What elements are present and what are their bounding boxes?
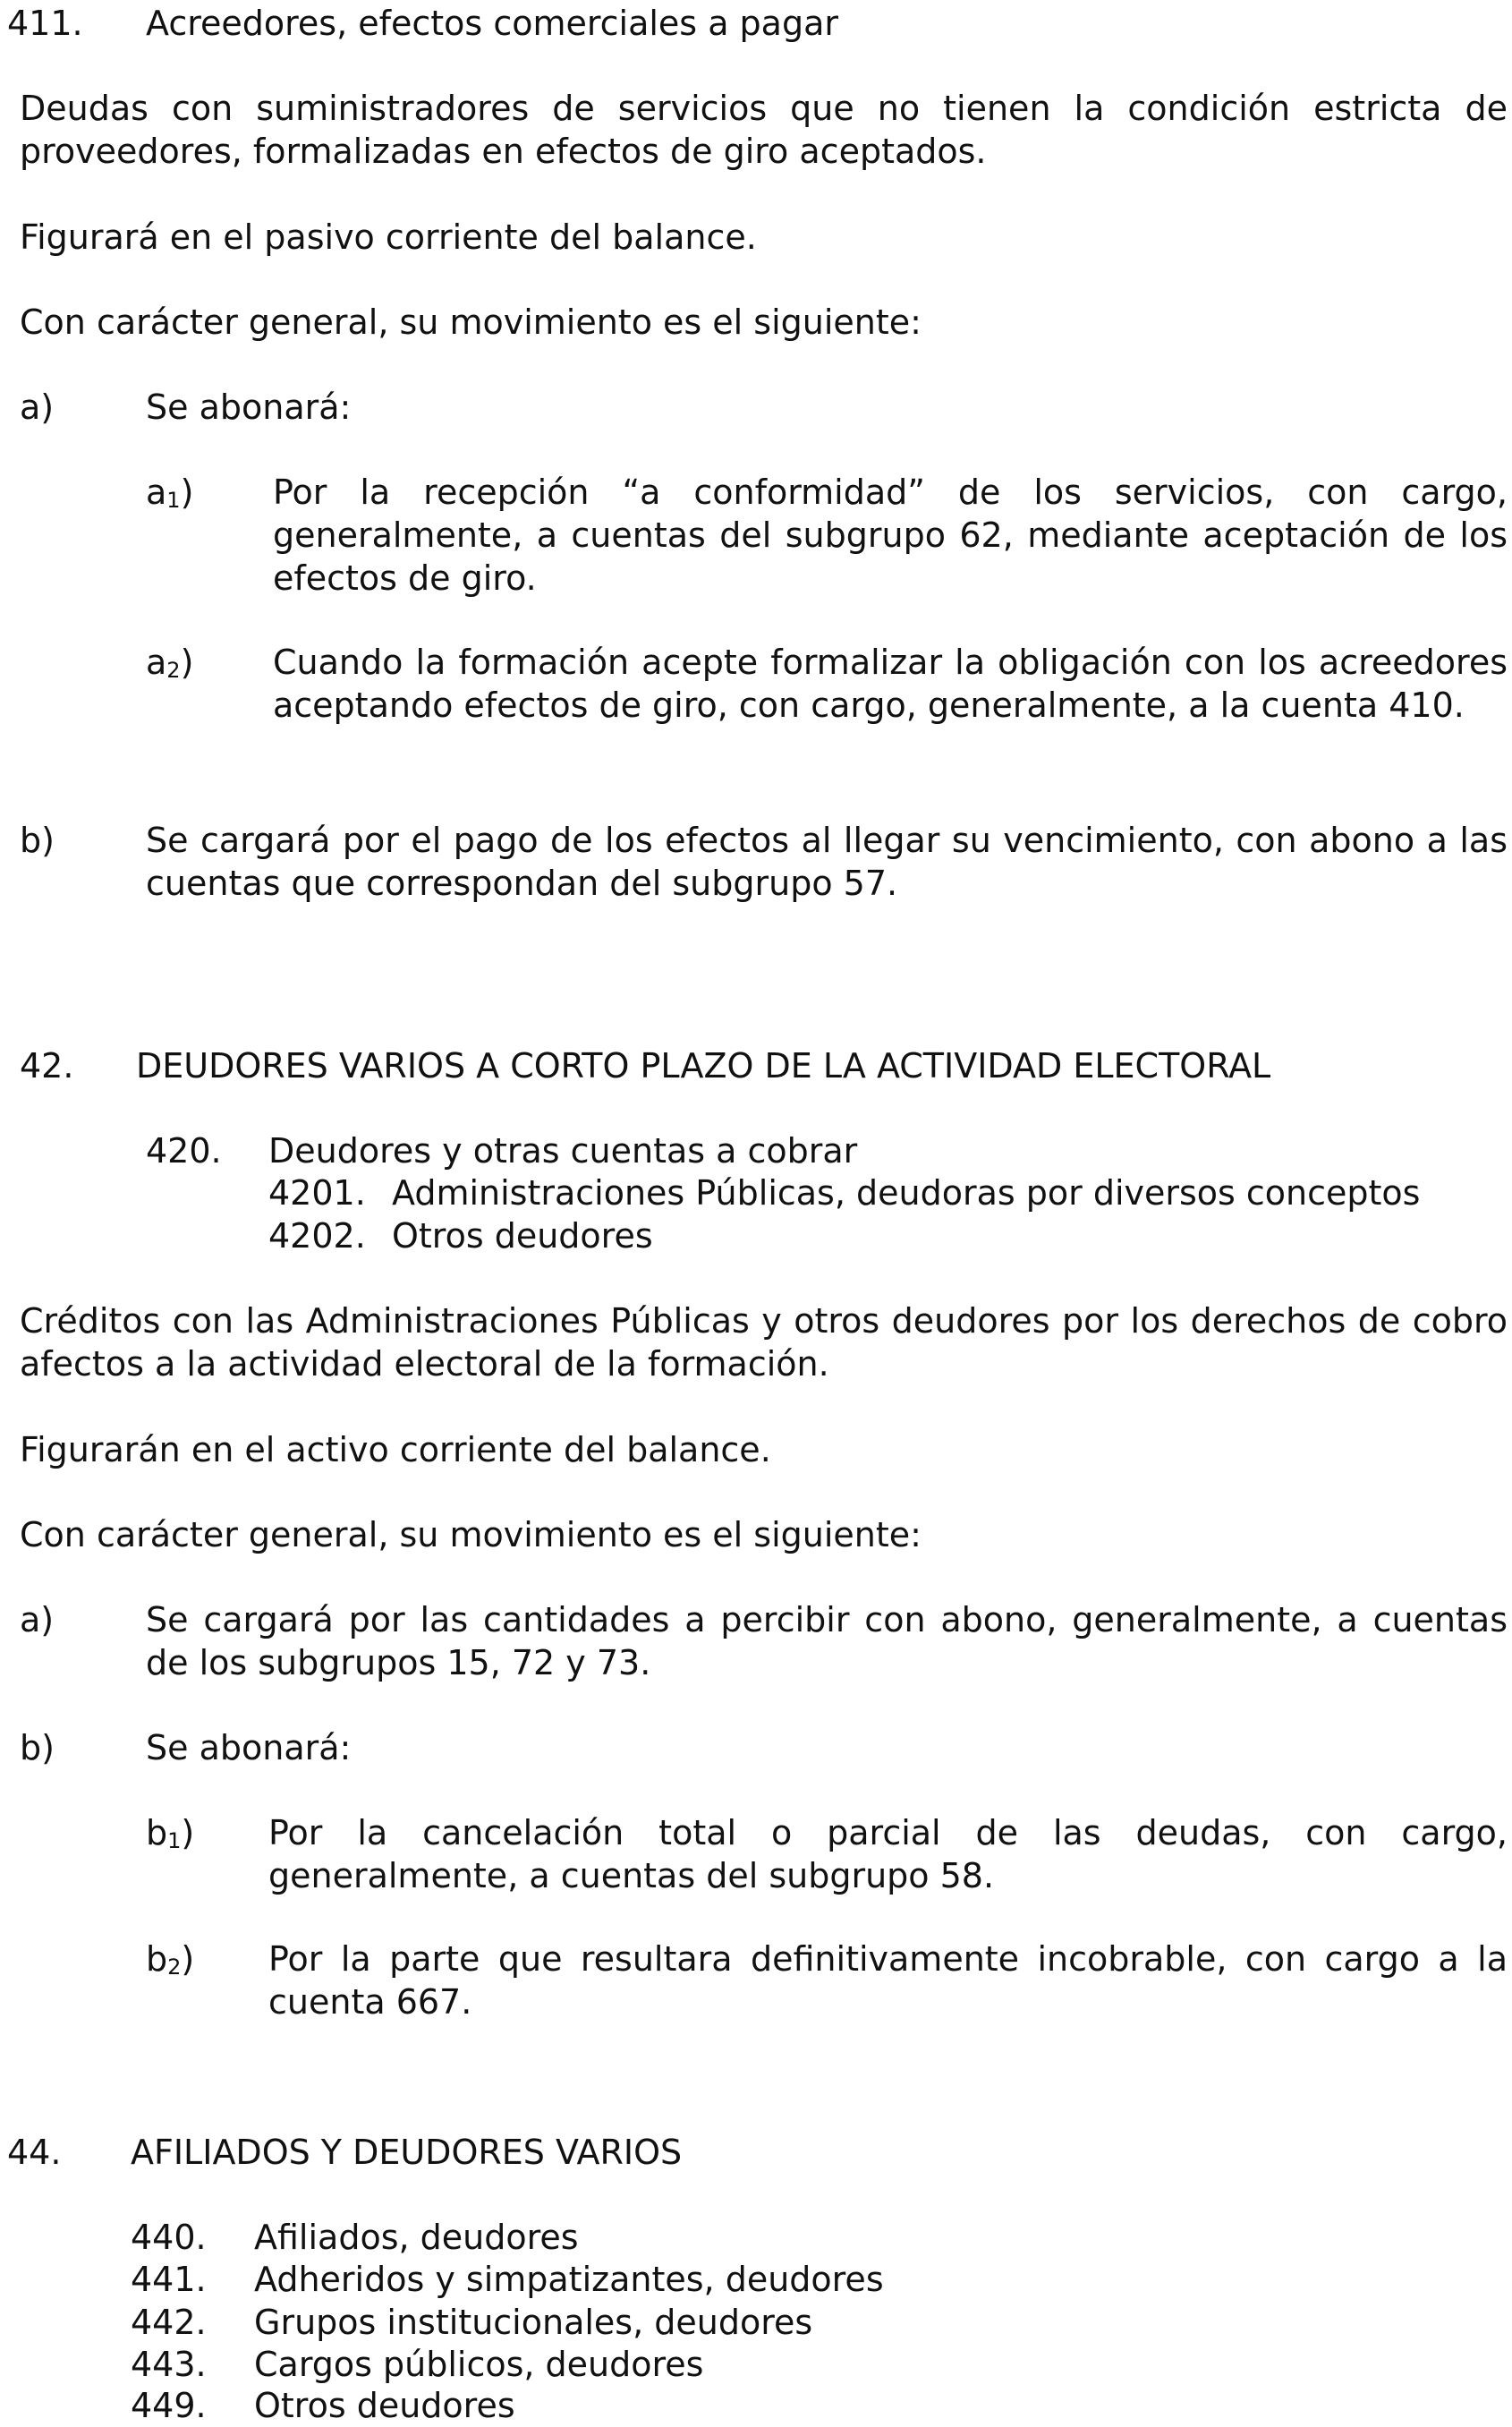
account-411-number: 411.	[7, 4, 83, 43]
subgroup-42-item-b2-line-1: Por la parte que resultara definitivamente incobrable, con cargo a la	[268, 1939, 1508, 1979]
account-4202-number: 4202.	[268, 1216, 366, 1256]
account-411-item-a1-line-2: generalmente, a cuentas del subgrupo 62, mediante aceptación de los	[273, 515, 1508, 555]
item-paren: )	[181, 1939, 195, 1979]
account-420-number: 420.	[146, 1131, 222, 1171]
account-411-item-b-line-1: Se cargará por el pago de los efectos al llegar su vencimiento, con abono a las	[146, 821, 1508, 860]
item-letter: b	[146, 1813, 168, 1852]
subgroup-42-title: DEUDORES VARIOS A CORTO PLAZO DE LA ACTIVIDAD ELECTORAL	[136, 1046, 1271, 1086]
account-411-item-a1-label	[146, 471, 193, 514]
account-411-title: Acreedores, efectos comerciales a pagar	[146, 4, 838, 43]
account-441-title: Adheridos y simpatizantes, deudores	[254, 2260, 884, 2299]
item-subscript: 2	[167, 1954, 182, 1980]
subgroup-42-item-b2-label	[146, 1937, 194, 1980]
subgroup-44-title: AFILIADOS Y DEUDORES VARIOS	[131, 2133, 683, 2172]
account-449-number: 449.	[131, 2386, 207, 2425]
account-443-number: 443.	[131, 2345, 207, 2384]
subgroup-42-balance-note: Figurarán en el activo corriente del balance.	[20, 1430, 771, 1469]
account-411-item-a1-line-3: efectos de giro.	[273, 558, 537, 598]
account-4201-title: Administraciones Públicas, deudoras por diversos conceptos	[392, 1173, 1421, 1213]
account-440-title: Afiliados, deudores	[254, 2218, 579, 2257]
account-443-title: Cargos públicos, deudores	[254, 2345, 704, 2384]
subgroup-42-item-b1-line-1: Por la cancelación total o parcial de las deudas, con cargo,	[268, 1813, 1508, 1852]
subgroup-42-item-b-label: b)	[20, 1728, 55, 1767]
account-441-number: 441.	[131, 2260, 207, 2299]
item-letter: a	[146, 473, 167, 512]
item-subscript: 1	[166, 488, 181, 513]
account-411-balance-note: Figurará en el pasivo corriente del balance.	[20, 217, 757, 257]
account-411-item-a1-line-1: Por la recepción “a conformidad” de los servicios, con cargo,	[273, 473, 1508, 512]
account-449-title: Otros deudores	[254, 2386, 515, 2425]
account-442-number: 442.	[131, 2303, 207, 2342]
item-letter: b	[146, 1939, 168, 1979]
subgroup-42-number: 42.	[20, 1046, 74, 1086]
item-subscript: 2	[166, 658, 181, 683]
account-4202-title: Otros deudores	[392, 1216, 653, 1256]
account-411-item-b-line-2: cuentas que correspondan del subgrupo 57.	[146, 864, 898, 903]
account-4201-number: 4201.	[268, 1173, 366, 1213]
account-411-item-a-label: a)	[20, 387, 55, 427]
subgroup-42-description-line-1: Créditos con las Administraciones Públicas y otros deudores por los derechos de cobro	[20, 1301, 1508, 1341]
account-411-description-line-2: proveedores, formalizadas en efectos de giro aceptados.	[20, 132, 987, 171]
account-442-title: Grupos institucionales, deudores	[254, 2303, 813, 2342]
subgroup-42-item-a-label: a)	[20, 1600, 55, 1639]
subgroup-42-item-b-heading: Se abonará:	[146, 1728, 352, 1767]
item-letter: a	[146, 643, 167, 682]
item-subscript: 1	[167, 1828, 182, 1853]
subgroup-42-item-b1-line-2: generalmente, a cuentas del subgrupo 58.	[268, 1856, 995, 1895]
item-paren: )	[181, 1813, 195, 1852]
subgroup-42-item-a-line-2: de los subgrupos 15, 72 y 73.	[146, 1643, 651, 1682]
item-paren: )	[180, 643, 194, 682]
account-411-movement-intro: Con carácter general, su movimiento es el siguiente:	[20, 302, 922, 342]
subgroup-42-item-b1-label	[146, 1811, 194, 1854]
account-411-item-a2-line-1: Cuando la formación acepte formalizar la obligación con los acreedores	[273, 643, 1508, 682]
subgroup-44-number: 44.	[7, 2133, 62, 2172]
account-411-item-a2-label	[146, 641, 193, 684]
subgroup-42-item-a-line-1: Se cargará por las cantidades a percibir con abono, generalmente, a cuentas	[146, 1600, 1508, 1639]
account-411-description-line-1: Deudas con suministradores de servicios que no tienen la condición estricta de	[20, 89, 1508, 128]
item-paren: )	[180, 473, 194, 512]
subgroup-42-description-line-2: afectos a la actividad electoral de la formación.	[20, 1344, 829, 1384]
account-411-item-a-text: Se abonará:	[146, 387, 352, 427]
account-411-item-a2-line-2: aceptando efectos de giro, con cargo, generalmente, a la cuenta 410.	[273, 686, 1465, 725]
subgroup-42-movement-intro: Con carácter general, su movimiento es el siguiente:	[20, 1515, 922, 1554]
account-411-item-b-label: b)	[20, 821, 55, 860]
subgroup-42-item-b2-line-2: cuenta 667.	[268, 1982, 472, 2022]
account-440-number: 440.	[131, 2218, 207, 2257]
account-420-title: Deudores y otras cuentas a cobrar	[268, 1131, 858, 1171]
